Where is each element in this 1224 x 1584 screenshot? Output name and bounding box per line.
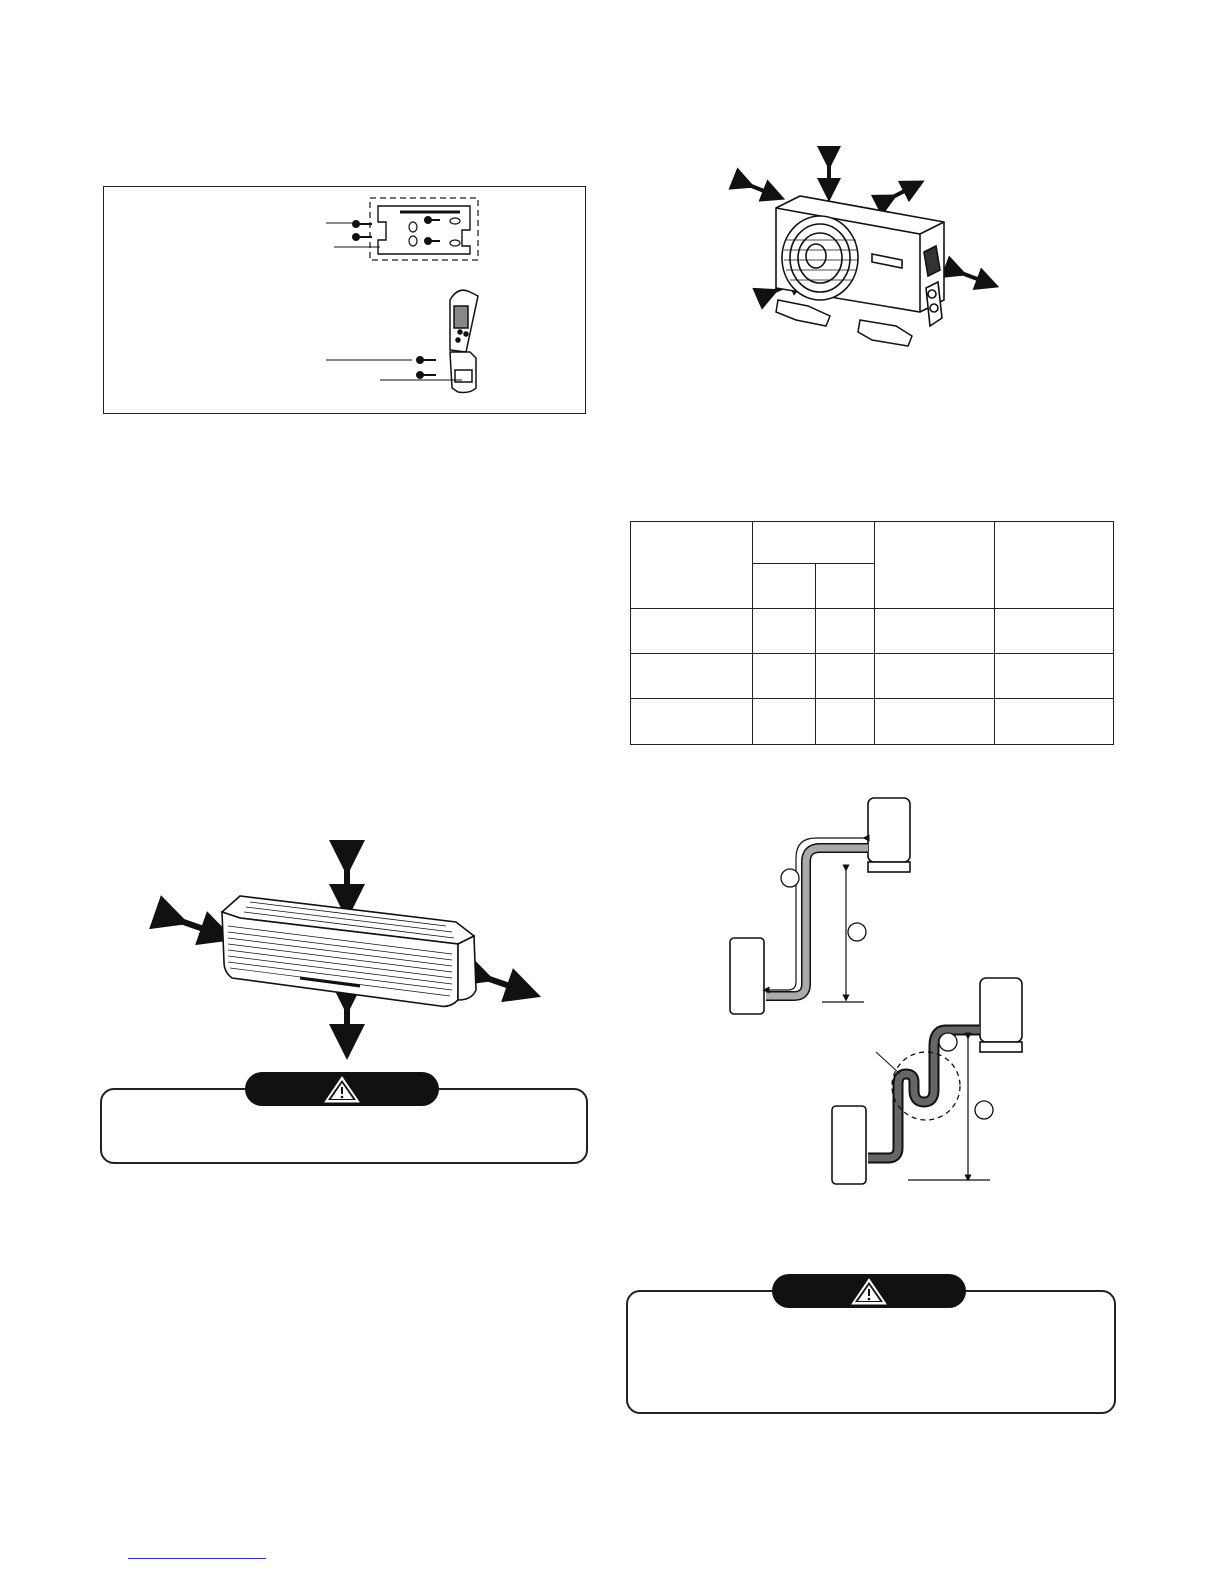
caution-label-right: [772, 1274, 966, 1308]
warning-triangle-icon: [849, 1276, 889, 1306]
pipe-diagram-lower: [832, 978, 1022, 1184]
pipe-diagram-upper: [730, 798, 910, 1014]
caution-box-right: [626, 1290, 1116, 1414]
footer-link[interactable]: [128, 1546, 266, 1559]
